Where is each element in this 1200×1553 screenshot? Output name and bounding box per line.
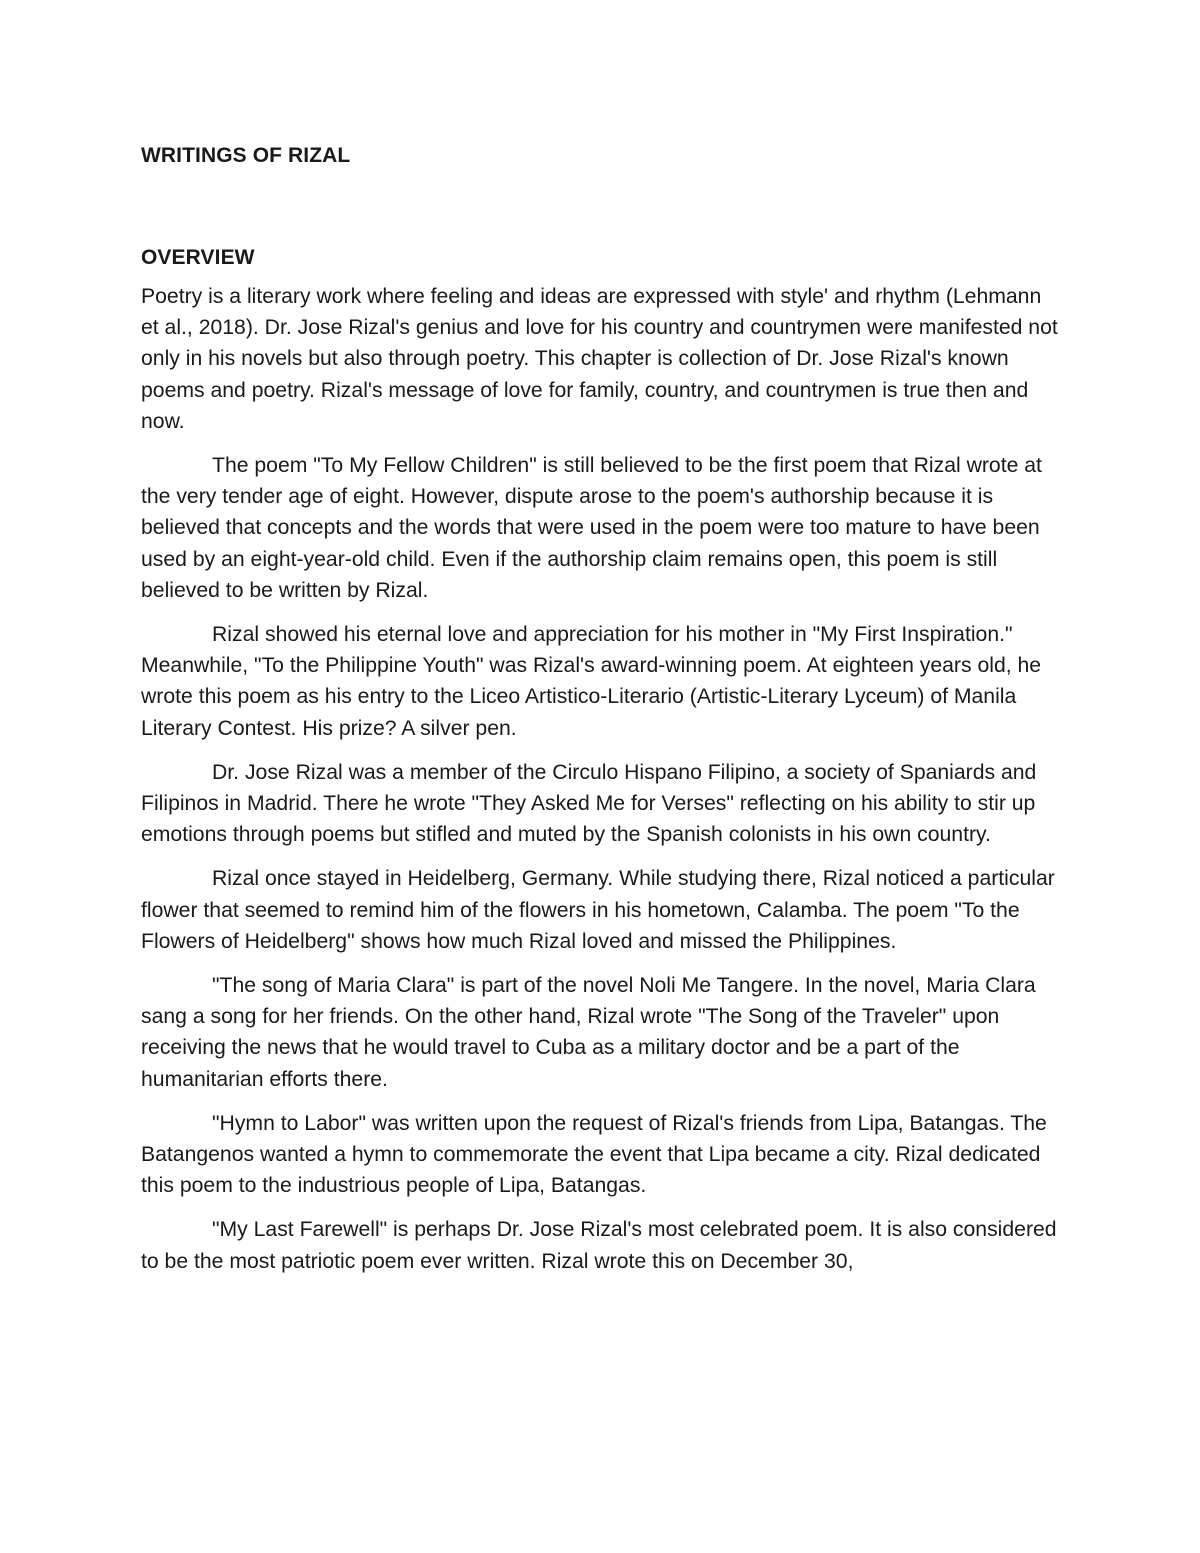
paragraph: Rizal showed his eternal love and appreciation for his mother in "My First Inspiration." Meanwhile, "To the Philippine Youth" was Rizal's award-winning poem. At eighteen years old, he wrote this poem as his entry to the Liceo Artistico-Literario (Artistic-Literary Lyceum) of Manila Literary Contest. His prize? A silver pen.: [141, 623, 1042, 740]
paragraph: Poetry is a literary work where feeling and ideas are expressed with style' and rhythm (Lehmann et al., 2018). Dr. Jose Rizal's genius and love for his country and countrymen were manifested not only in his novels but also through poetry. This chapter is collection of Dr. Jose Rizal's known poems and poetry. Rizal's message of love for family, country, and countrymen is true then and now.: [141, 285, 1058, 433]
paragraph: "Hymn to Labor" was written upon the request of Rizal's friends from Lipa, Batangas. The Batangenos wanted a hymn to commemorate the event that Lipa became a city. Rizal dedicated this poem to the industrious people of Lipa, Batangas.: [141, 1111, 1047, 1198]
paragraph: Rizal once stayed in Heidelberg, Germany. While studying there, Rizal noticed a particular flower that seemed to remind him of the flowers in his hometown, Calamba. The poem "To the Flowers of Heidelberg" shows how much Rizal loved and missed the Philippines.: [141, 867, 1055, 953]
paragraph: The poem "To My Fellow Children" is still believed to be the first poem that Rizal wrote at the very tender age of eight. However, dispute arose to the poem's authorship because it is believed that concepts and the words that were used in the poem were too mature to have been used by an eight-year-old child. Even if the authorship claim remains open, this poem is still believed to be written by Rizal.: [141, 454, 1042, 602]
document-title: WRITINGS OF RIZAL: [141, 144, 351, 167]
paragraph: "The song of Maria Clara" is part of the novel Noli Me Tangere. In the novel, Maria Clara sang a song for her friends. On the other hand, Rizal wrote "The Song of the Traveler" upon receiving the news that he would travel to Cuba as a military doctor and be a part of the humanitarian efforts there.: [141, 974, 1036, 1091]
section-heading-overview: OVERVIEW: [141, 246, 255, 269]
document-body: [141, 140, 1059, 1277]
paragraph: Dr. Jose Rizal was a member of the Circulo Hispano Filipino, a society of Spaniards and Filipinos in Madrid. There he wrote "They Asked Me for Verses" reflecting on his ability to stir up emotions through poems but stifled and muted by the Spanish colonists in his own country.: [141, 760, 1037, 847]
paragraph: "My Last Farewell" is perhaps Dr. Jose Rizal's most celebrated poem. It is also considered to be the most patriotic poem ever written. Rizal wrote this on December 30,: [141, 1218, 1057, 1273]
